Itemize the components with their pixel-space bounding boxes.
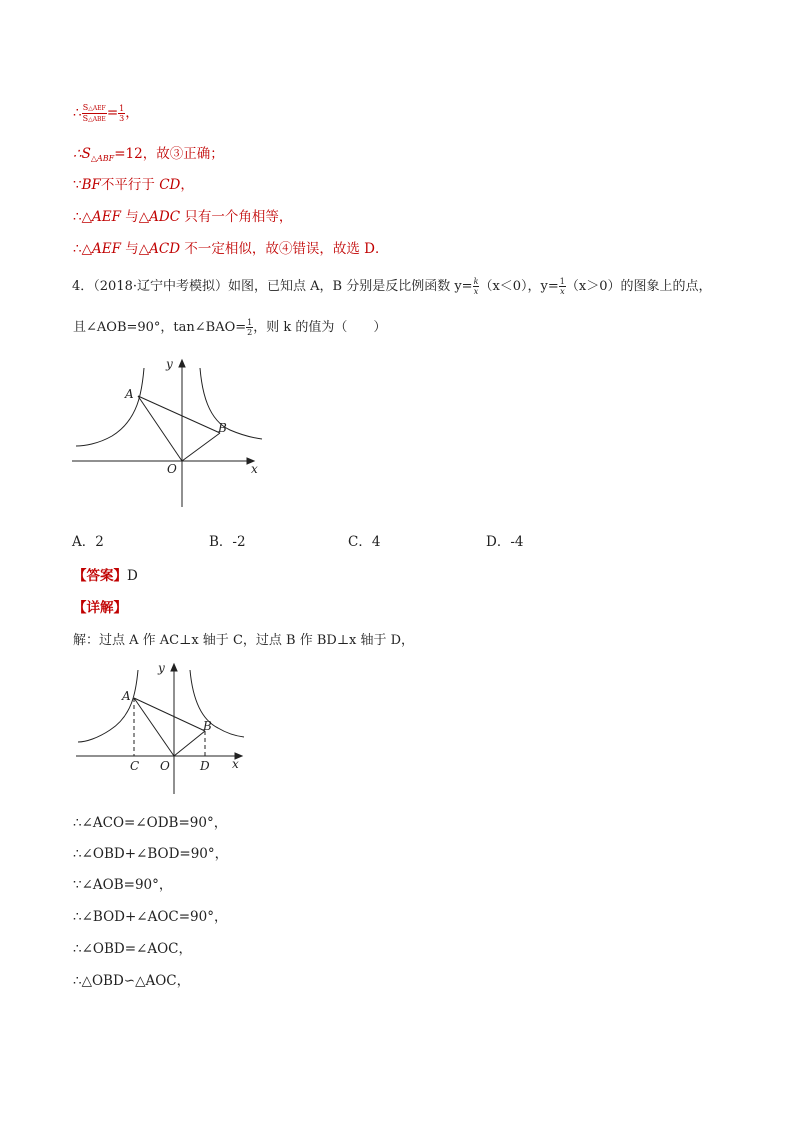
segment-OB-2 [174,731,205,756]
area-ratio-fraction: $\frac{\text{S△AEF}}{\text{S△ABE}}$ [82,103,106,123]
choice-c[interactable]: C．4 [348,534,381,550]
prev-line-5: ∴△AEF 与△ACD 不一定相似，故④错误，故选 D． [73,241,389,257]
label-A-2: A [122,689,131,703]
detail-tag: 【详解】 [73,600,127,616]
one-half-fraction: $\frac{1}{2}$ [247,318,253,337]
segment-OB [182,433,220,461]
y-arrow-icon-2 [171,664,177,671]
solution-step-6: ∴△OBD∽△AOC， [73,973,191,989]
solution-figure [72,658,252,798]
label-B: B [218,421,227,435]
label-B-2: B [203,719,212,733]
label-O-2: O [160,759,170,773]
question-figure [68,352,268,512]
solution-step-2: ∴∠OBD+∠BOD=90°， [73,846,229,862]
solution-step-4: ∴∠BOD+∠AOC=90°， [73,909,228,925]
detail-line [73,598,127,618]
y-arrow-icon [179,360,185,367]
solution-step-5: ∴∠OBD=∠AOC， [73,941,192,957]
label-A: A [125,387,134,401]
prev-line-3: ∵BF不平行于 CD， [73,177,194,193]
one-over-x-fraction: $\frac{1}{x}$ [559,277,565,296]
solution-intro: 解：过点 A 作 AC⊥x 轴于 C，过点 B 作 BD⊥x 轴于 D， [73,633,415,648]
segment-AO-2 [134,698,174,756]
left-hyperbola [76,368,144,446]
segment-AB-2 [134,698,205,731]
choice-a[interactable]: A．2 [72,534,104,550]
label-x: x [251,462,258,476]
right-hyperbola-2 [190,670,244,737]
prev-line-1: ∴ $\frac{\text{S△AEF}}{\text{S△ABE}}$ = $\frac{1}{3}$ ， [73,103,139,123]
answer-value: D [127,568,138,584]
solution-step-3: ∵∠AOB=90°， [73,877,173,893]
label-D-2: D [200,759,210,773]
one-third-fraction: $\frac{1}{3}$ [119,104,125,123]
solution-step-1: ∴∠ACO=∠ODB=90°， [73,815,228,831]
label-y-2: y [158,661,165,675]
prev-line-2: $\therefore S_{\triangle ABF}=12$，故③正确； [73,146,224,163]
question-line-2: 且∠AOB=90°，tan∠BAO= $\frac{1}{2}$ ，则 k 的值为（ ） [73,318,387,337]
answer-tag: 【答案】 [73,568,127,584]
label-x-2: x [232,757,239,771]
left-hyperbola-2 [78,670,138,742]
question-line-1: 4．（2018·辽宁中考模拟）如图，已知点 A，B 分别是反比例函数 y= $\frac{k}{x}$ （x＜0），y= $\frac{1}{x}$ （x＞0）的图象上的点， [72,277,712,296]
k-over-x-fraction: $\frac{k}{x}$ [473,277,479,296]
label-C-2: C [130,759,140,773]
prev-line-4: ∴△AEF 与△ADC 只有一个角相等， [73,209,293,225]
choice-d[interactable]: D．-4 [486,534,524,550]
answer-line [73,566,138,586]
label-y: y [166,357,173,371]
choice-b[interactable]: B．-2 [209,534,246,550]
label-O: O [167,462,177,476]
